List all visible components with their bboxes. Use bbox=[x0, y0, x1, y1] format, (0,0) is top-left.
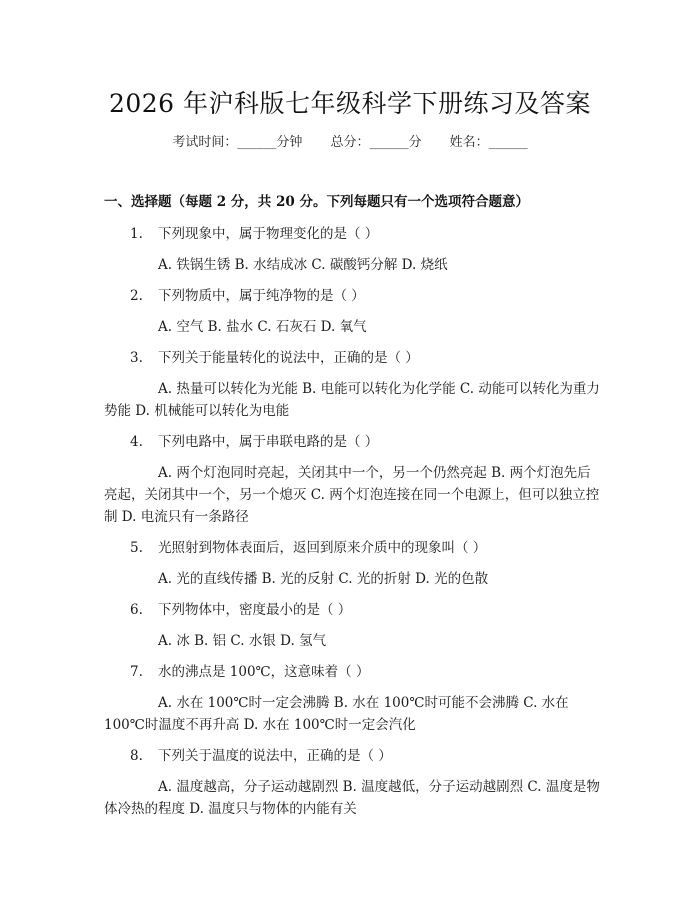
question-item bbox=[104, 285, 604, 338]
question-text: 下列电路中，属于串联电路的是（ ） bbox=[158, 434, 379, 450]
question-item bbox=[104, 745, 604, 820]
question-number: 1. bbox=[130, 226, 143, 242]
question-number: 8. bbox=[130, 748, 143, 764]
total-score-field: 总分：______分 bbox=[330, 135, 422, 150]
question-item bbox=[104, 431, 604, 528]
exam-meta-line bbox=[0, 131, 700, 150]
exam-time-field: 考试时间：______分钟 bbox=[172, 135, 303, 150]
question-options: A. 空气 B. 盐水 C. 石灰石 D. 氧气 bbox=[158, 319, 367, 335]
question-number: 2. bbox=[130, 288, 143, 304]
question-stem bbox=[104, 537, 604, 559]
question-item bbox=[104, 347, 604, 422]
question-stem bbox=[104, 599, 604, 621]
question-options: A. 水在 100℃时一定会沸腾 B. 水在 100℃时可能不会沸腾 C. 水在 100℃时温度不再升高 D. 水在 100℃时一定会汽化 bbox=[104, 695, 569, 733]
question-item bbox=[104, 599, 604, 652]
question-item bbox=[104, 661, 604, 736]
question-options: A. 温度越高，分子运动越剧烈 B. 温度越低，分子运动越剧烈 C. 温度是物体冷热的程度 D. 温度只与物体的内能有关 bbox=[104, 779, 600, 817]
question-stem bbox=[104, 285, 604, 307]
question-text: 下列物体中，密度最小的是（ ） bbox=[158, 602, 352, 618]
question-number: 5. bbox=[130, 540, 143, 556]
question-options: A. 冰 B. 铝 C. 水银 D. 氢气 bbox=[158, 633, 327, 649]
question-item bbox=[104, 537, 604, 590]
question-number: 4. bbox=[130, 434, 143, 450]
question-item bbox=[104, 223, 604, 276]
question-options: A. 两个灯泡同时亮起，关闭其中一个，另一个仍然亮起 B. 两个灯泡先后亮起，关闭其中一个，另一个熄灭 C. 两个灯泡连接在同一个电源上，但可以独立控制 D. 电流只有一条路径 bbox=[104, 465, 600, 525]
question-stem bbox=[104, 661, 604, 683]
question-text: 水的沸点是 100℃，这意味着（ ） bbox=[158, 664, 370, 680]
question-stem bbox=[104, 745, 604, 767]
question-stem bbox=[104, 223, 604, 245]
question-options: A. 光的直线传播 B. 光的反射 C. 光的折射 D. 光的色散 bbox=[158, 571, 489, 587]
question-number: 7. bbox=[130, 664, 143, 680]
question-text: 下列关于能量转化的说法中，正确的是（ ） bbox=[158, 350, 419, 366]
question-stem bbox=[104, 347, 604, 369]
question-number: 3. bbox=[130, 350, 143, 366]
student-name-field: 姓名：______ bbox=[449, 135, 528, 150]
question-stem bbox=[104, 431, 604, 453]
question-text: 光照射到物体表面后，返回到原来介质中的现象叫（ ） bbox=[158, 540, 487, 556]
question-text: 下列关于温度的说法中，正确的是（ ） bbox=[158, 748, 392, 764]
document-title: 2026 年沪科版七年级科学下册练习及答案 bbox=[108, 89, 592, 118]
question-options: A. 铁锅生锈 B. 水结成冰 C. 碳酸钙分解 D. 烧纸 bbox=[158, 257, 448, 273]
question-text: 下列物质中，属于纯净物的是（ ） bbox=[158, 288, 365, 304]
question-list bbox=[104, 223, 604, 829]
question-text: 下列现象中，属于物理变化的是（ ） bbox=[158, 226, 379, 242]
question-options: A. 热量可以转化为光能 B. 电能可以转化为化学能 C. 动能可以转化为重力势能 D. 机械能可以转化为电能 bbox=[104, 381, 600, 419]
question-number: 6. bbox=[130, 602, 143, 618]
section-heading: 一、选择题（每题 2 分，共 20 分。下列每题只有一个选项符合题意） bbox=[104, 194, 529, 210]
